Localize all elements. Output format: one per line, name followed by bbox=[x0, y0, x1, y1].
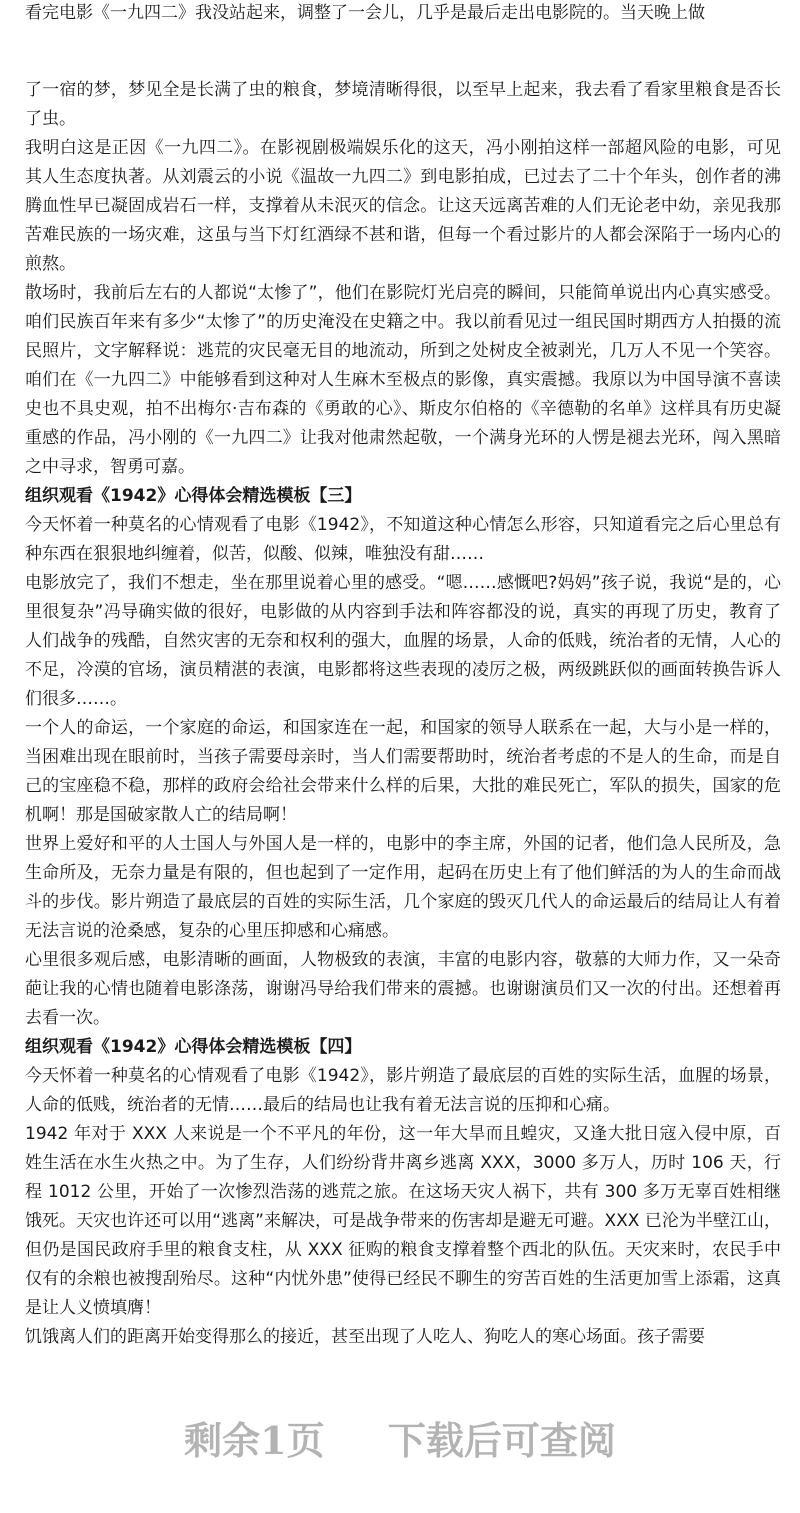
remaining-pages-label[interactable]: 剩余1页 bbox=[184, 1418, 325, 1463]
document-body bbox=[25, 76, 781, 1352]
paragraph: 散场时，我前后左右的人都说“太惨了”，他们在影院灯光启亮的瞬间，只能简单说出内心真实感受。咱们民族百年来有多少“太惨了”的历史淹没在史籍之中。我以前看见过一组民国时期西方人拍摄的流民照片，文字解释说：逃荒的灾民毫无目的地流动，所到之处树皮全被剥光，几万人不见一个笑容。咱们在《一九四二》中能够看到这种对人生麻木至极点的影像，真实震撼。我原以为中国导演不喜读史也不具史观，拍不出梅尔·吉布森的《勇敢的心》、斯皮尔伯格的《辛德勒的名单》这样具有历史凝重感的作品，冯小刚的《一九四二》让我对他肃然起敬，一个满身光环的人愣是褪去光环，闯入黑暗之中寻求，智勇可嘉。 bbox=[25, 283, 781, 477]
section-heading: 组织观看《1942》心得体会精选模板【三】 bbox=[25, 486, 362, 506]
download-to-view-label[interactable]: 下载后可查阅 bbox=[387, 1418, 616, 1463]
paragraph: 1942 年对于 XXX 人来说是一个不平凡的年份，这一年大旱而且蝗灾，又逢大批日寇入侵中原，百姓生活在水生火热之中。为了生存，人们纷纷背井离乡逃离 XXX，3000 多万人，历时 106 天，行程 1012 公里，开始了一次惨烈浩荡的逃荒之旅。在这场天灾人祸下，共有 300 多万无辜百姓相继饿死。天灾也许还可以用“逃离”来解决，可是战争带来的伤害却是避无可避。XXX 已沦为半壁江山，但仍是国民政府手里的粮食支柱，从 XXX 征购的粮食支撑着整个西北的队伍。天灾来时，农民手中仅有的余粮也被搜刮殆尽。这种“内忧外患”使得已经民不聊生的穷苦百姓的生活更加雪上添霜，这真是让人义愤填膺！ bbox=[25, 1124, 781, 1318]
paragraph: 今天怀着一种莫名的心情观看了电影《1942》，不知道这种心情怎么形容，只知道看完之后心里总有种东西在狠狠地纠缠着，似苦，似酸、似辣，唯独没有甜…… bbox=[25, 515, 781, 564]
paragraph: 今天怀着一种莫名的心情观看了电影《1942》，影片朔造了最底层的百姓的实际生活，血腥的场景，人命的低贱，统治者的无情……最后的结局也让我有着无法言说的压抑和心痛。 bbox=[25, 1066, 781, 1115]
download-prompt[interactable] bbox=[0, 1410, 800, 1465]
paragraph: 了一宿的梦，梦见全是长满了虫的粮食，梦境清晰得很，以至早上起来，我去看了看家里粮食是否长了虫。 bbox=[25, 80, 781, 129]
paragraph: 电影放完了，我们不想走，坐在那里说着心里的感受。“嗯……感慨吧?妈妈”孩子说，我说“是的，心里很复杂”冯导确实做的很好，电影做的从内容到手法和阵容都没的说，真实的再现了历史，教育了人们战争的残酷，自然灾害的无奈和权利的强大，血腥的场景，人命的低贱，统治者的无情，人心的不足，冷漠的官场，演员精湛的表演，电影都将这些表现的凌厉之极，两级跳跃似的画面转换告诉人们很多……。 bbox=[25, 573, 781, 709]
top-partial-line: 看完电影《一九四二》我没站起来，调整了一会儿，几乎是最后走出电影院的。当天晚上做 bbox=[25, 3, 705, 23]
paragraph: 饥饿离人们的距离开始变得那么的接近，甚至出现了人吃人、狗吃人的寒心场面。孩子需要 bbox=[25, 1327, 705, 1347]
paragraph: 我明白这是正因《一九四二》。在影视剧极端娱乐化的这天，冯小刚拍这样一部超风险的电影，可见其人生态度执著。从刘震云的小说《温故一九四二》到电影拍成，已过去了二十个年头，创作者的沸腾血性早已凝固成岩石一样，支撑着从未泯灭的信念。让这天远离苦难的人们无论老中幼，亲见我那苦难民族的一场灾难，这虽与当下灯红酒绿不甚和谐，但每一个看过影片的人都会深陷于一场内心的煎熬。 bbox=[25, 138, 781, 274]
section-heading: 组织观看《1942》心得体会精选模板【四】 bbox=[25, 1037, 362, 1057]
paragraph: 一个人的命运，一个家庭的命运，和国家连在一起，和国家的领导人联系在一起，大与小是一样的，当困难出现在眼前时，当孩子需要母亲时，当人们需要帮助时，统治者考虑的不是人的生命，而是自己的宝座稳不稳，那样的政府会给社会带来什么样的后果，大批的难民死亡，军队的损失，国家的危机啊！那是国破家散人亡的结局啊！ bbox=[25, 718, 781, 825]
paragraph: 心里很多观后感，电影清晰的画面，人物极致的表演，丰富的电影内容，敬慕的大师力作，又一朵奇葩让我的心情也随着电影涤荡，谢谢冯导给我们带来的震撼。也谢谢演员们又一次的付出。还想着再去看一次。 bbox=[25, 950, 781, 1028]
paragraph: 世界上爱好和平的人士国人与外国人是一样的，电影中的李主席，外国的记者，他们急人民所及，急生命所及，无奈力量是有限的，但也起到了一定作用，起码在历史上有了他们鲜活的为人的生命而战斗的步伐。影片朔造了最底层的百姓的实际生活，几个家庭的毁灭几代人的命运最后的结局让人有着无法言说的沧桑感，复杂的心里压抑感和心痛感。 bbox=[25, 834, 781, 941]
